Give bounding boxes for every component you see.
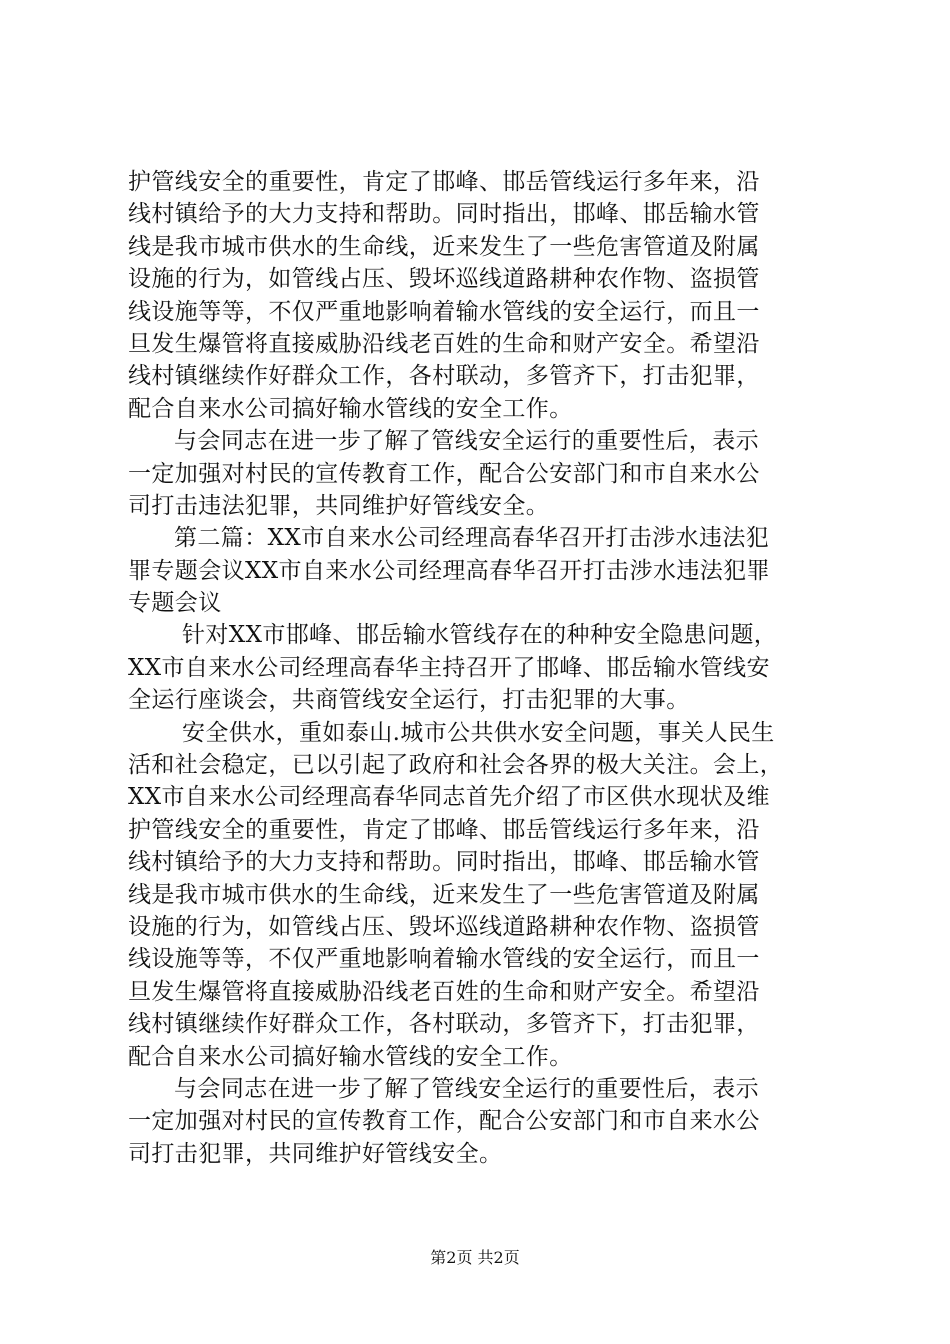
text-line: 配合自来水公司搞好输水管线的安全工作。 [128, 395, 573, 422]
text-line: 司打击犯罪，共同维护好管线安全。 [128, 1140, 503, 1167]
page-footer: 第2页 共2页 [430, 1248, 520, 1267]
text-line: 旦发生爆管将直接威胁沿线老百姓的生命和财产安全。希望沿 [128, 978, 760, 1005]
paragraph-start-line: 与会同志在进一步了解了管线安全运行的重要性后，表示 [174, 428, 759, 455]
text-line: 护管线安全的重要性，肯定了邯峰、邯岳管线运行多年来，沿 [128, 169, 760, 195]
paragraph-start-line: 与会同志在进一步了解了管线安全运行的重要性后，表示 [174, 1075, 759, 1102]
text-line: 全运行座谈会，共商管线安全运行，打击犯罪的大事。 [128, 687, 690, 714]
section-heading-line: 第二篇：XX市自来水公司经理高春华召开打击涉水违法犯 [174, 525, 770, 552]
text-line: 线是我市城市供水的生命线，近来发生了一些危害管道及附属 [128, 233, 760, 260]
text-line: 设施的行为，如管线占压、毁坏巡线道路耕种农作物、盗损管 [128, 913, 760, 940]
text-line: 线村镇给予的大力支持和帮助。同时指出，邯峰、邯岳输水管 [128, 201, 760, 228]
text-line: 线设施等等，不仅严重地影响着输水管线的安全运行，而且一 [128, 298, 760, 325]
text-line: 活和社会稳定，已以引起了政府和社会各界的极大关注。会上， [128, 752, 784, 779]
text-line: XX市自来水公司经理高春华同志首先介绍了市区供水现状及维 [128, 784, 770, 811]
text-line: 线村镇继续作好群众工作，各村联动，多管齐下，打击犯罪， [128, 363, 760, 390]
text-line: 护管线安全的重要性，肯定了邯峰、邯岳管线运行多年来，沿 [128, 816, 760, 843]
section-heading-line: 专题会议 [128, 590, 222, 617]
text-line: XX市自来水公司经理高春华主持召开了邯峰、邯岳输水管线安 [128, 654, 770, 681]
section-heading-line: 罪专题会议XX市自来水公司经理高春华召开打击涉水违法犯罪 [128, 557, 770, 584]
text-line: 一定加强对村民的宣传教育工作，配合公安部门和市自来水公 [128, 1108, 760, 1135]
text-line: 一定加强对村民的宣传教育工作，配合公安部门和市自来水公 [128, 460, 760, 487]
text-line: 设施的行为，如管线占压、毁坏巡线道路耕种农作物、盗损管 [128, 266, 760, 293]
text-line: 线是我市城市供水的生命线，近来发生了一些危害管道及附属 [128, 881, 760, 908]
paragraph-start-line: 针对XX市邯峰、邯岳输水管线存在的种种安全隐患问题， [182, 622, 778, 649]
text-line: 旦发生爆管将直接威胁沿线老百姓的生命和财产安全。希望沿 [128, 330, 760, 357]
text-line: 司打击违法犯罪，共同维护好管线安全。 [128, 492, 550, 519]
document-body [128, 166, 828, 1170]
text-line: 线村镇给予的大力支持和帮助。同时指出，邯峰、邯岳输水管 [128, 849, 760, 876]
text-line: 配合自来水公司搞好输水管线的安全工作。 [128, 1043, 573, 1070]
paragraph-start-line: 安全供水，重如泰山.城市公共供水安全问题，事关人民生 [182, 719, 775, 746]
text-line: 线村镇继续作好群众工作，各村联动，多管齐下，打击犯罪， [128, 1011, 760, 1038]
text-line: 线设施等等，不仅严重地影响着输水管线的安全运行，而且一 [128, 946, 760, 973]
